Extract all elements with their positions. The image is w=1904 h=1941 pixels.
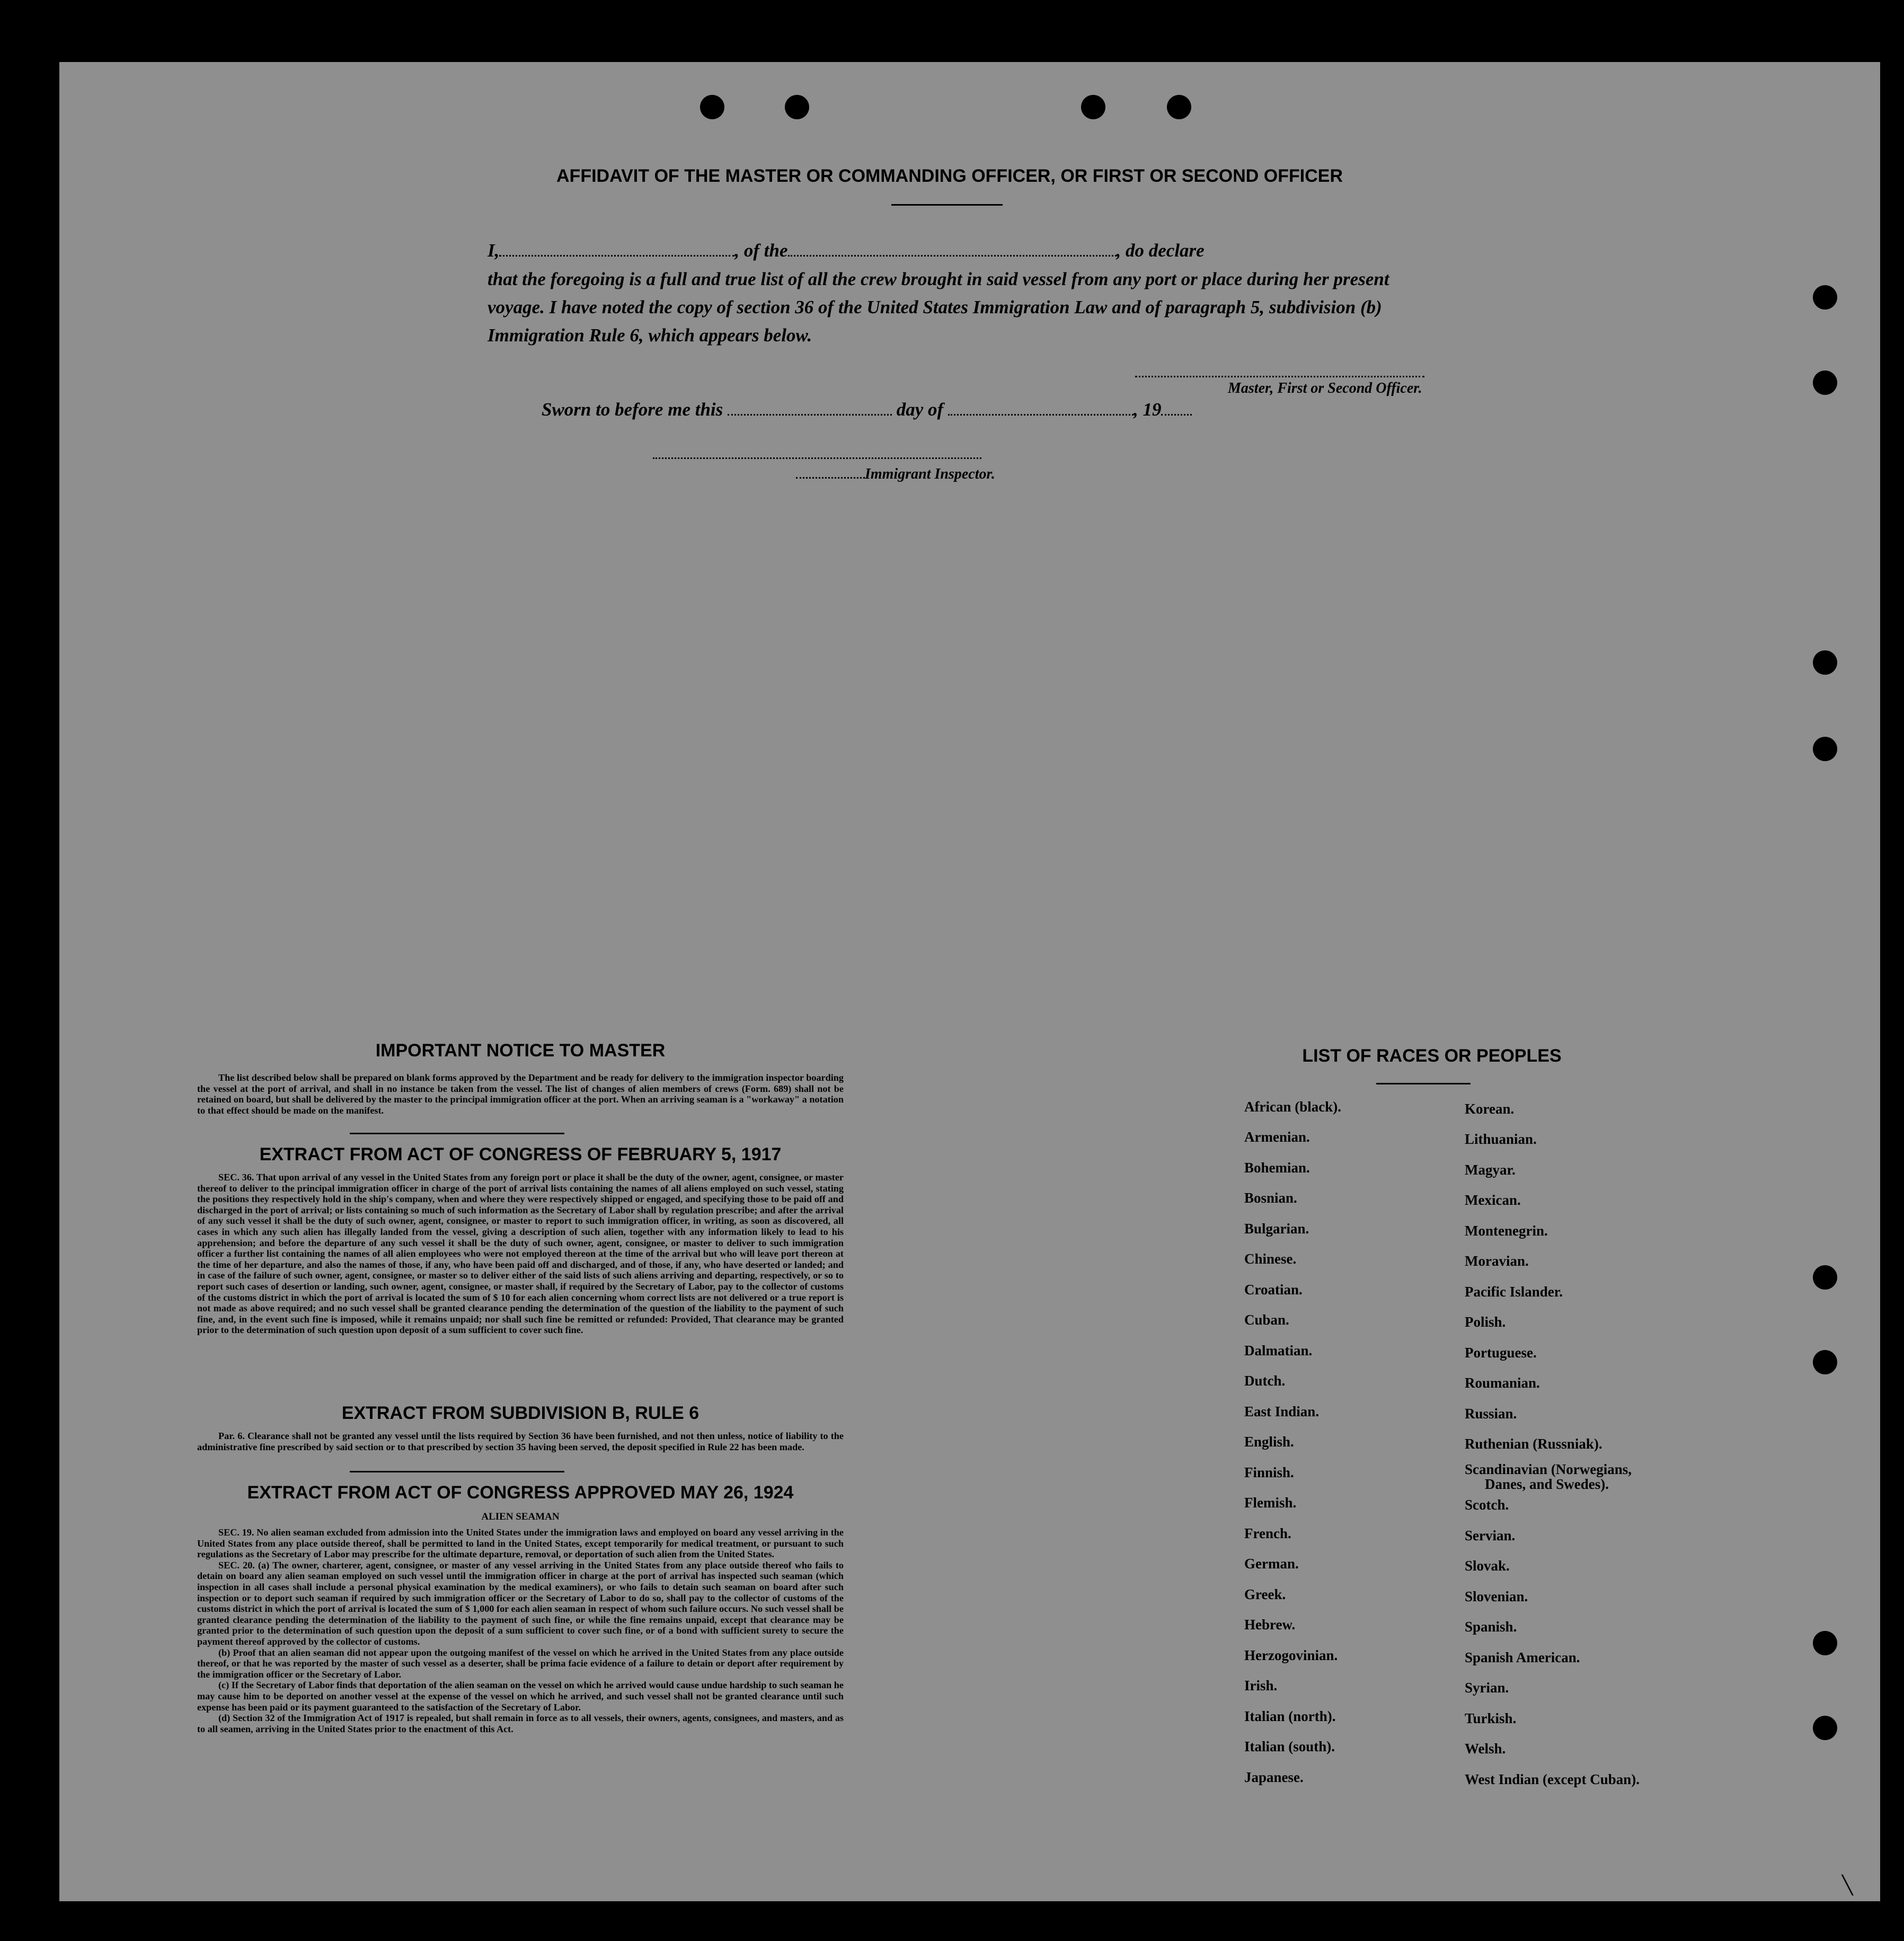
race-left: Armenian. <box>1244 1129 1310 1145</box>
sworn-line <box>542 399 1192 420</box>
race-left: Herzogovinian. <box>1244 1647 1338 1663</box>
sworn-label: Sworn to before me this <box>542 399 723 420</box>
races-title: LIST OF RACES OR PEOPLES <box>1302 1046 1562 1066</box>
race-left: African (black). <box>1244 1099 1341 1115</box>
race-right: Ruthenian (Russniak). <box>1465 1436 1602 1452</box>
race-left: Dalmatian. <box>1244 1343 1313 1358</box>
race-left: English. <box>1244 1434 1294 1450</box>
punch-hole <box>1813 370 1837 395</box>
extract-rule6-title: EXTRACT FROM SUBDIVISION B, RULE 6 <box>341 1403 699 1423</box>
master-signature-label: Master, First or Second Officer. <box>1228 380 1422 396</box>
sec-20c-paragraph: (c) If the Secretary of Labor finds that deportation of the alien seaman on the vessel on which he arrived would cause undue hardship to such seaman he may cause him to be deported on another vessel at the expense of the vessel on which he arrived, and such vessel shall not be granted clearance until such expense has been paid or its payment guaranteed to the satisfaction of the Secretary of Labor. <box>197 1680 844 1713</box>
race-right: Spanish American. <box>1465 1649 1580 1665</box>
race-left: Dutch. <box>1244 1373 1286 1389</box>
rule6-rule <box>350 1471 564 1472</box>
sec-20b-paragraph: (b) Proof that an alien seaman did not appear upon the outgoing manifest of the vessel on which he arrived in the United States from any place outside thereof, or that he was reported by the master of such vessel as a deserter, shall be prima facie evidence of a failure to detain or deport after requirement by the immigration officer or the Secretary of Labor. <box>197 1647 844 1680</box>
vessel-name-field[interactable] <box>788 241 1117 257</box>
race-left: German. <box>1244 1556 1299 1572</box>
master-signature-field[interactable] <box>1135 362 1424 377</box>
punch-hole <box>1081 95 1105 119</box>
of-the-label: , of the <box>734 240 788 261</box>
race-right: Servian. <box>1465 1528 1516 1543</box>
i-label: I, <box>488 240 500 261</box>
race-left: Hebrew. <box>1244 1617 1296 1633</box>
race-right: Magyar. <box>1465 1162 1516 1178</box>
punch-hole <box>1813 1265 1837 1290</box>
race-left: Cuban. <box>1244 1312 1289 1328</box>
race-right: Russian. <box>1465 1406 1517 1422</box>
race-left: Bohemian. <box>1244 1160 1310 1176</box>
notice-rule <box>350 1133 564 1134</box>
extract-1924-title: EXTRACT FROM ACT OF CONGRESS APPROVED MAY 26, 1924 <box>247 1483 794 1503</box>
race-right: Pacific Islander. <box>1465 1284 1563 1300</box>
punch-hole <box>1167 95 1191 119</box>
race-right: Portuguese. <box>1465 1345 1537 1361</box>
race-left: French. <box>1244 1525 1291 1541</box>
extract-1917-text <box>197 1172 844 1336</box>
race-right: West Indian (except Cuban). <box>1465 1771 1640 1787</box>
affidavit-body-line-3: Immigration Rule 6, which appears below. <box>488 325 812 346</box>
race-right: Spanish. <box>1465 1619 1517 1635</box>
race-left: Bulgarian. <box>1244 1221 1309 1237</box>
affidavit-title: AFFIDAVIT OF THE MASTER OR COMMANDING OFFICER, OR FIRST OR SECOND OFFICER <box>556 166 1343 186</box>
punch-hole <box>1813 650 1837 675</box>
race-left: Croatian. <box>1244 1282 1303 1298</box>
punch-hole <box>1813 1716 1837 1740</box>
race-left: Irish. <box>1244 1678 1278 1693</box>
race-right: Turkish. <box>1465 1710 1517 1726</box>
punch-hole <box>1813 1631 1837 1655</box>
form-page <box>59 62 1880 1901</box>
affidavit-body-line-2: voyage. I have noted the copy of section 36 of the United States Immigration Law and of paragraph 5, subdivision (b) <box>488 297 1382 317</box>
race-right: Lithuanian. <box>1465 1131 1537 1147</box>
day-of-label: day of <box>896 399 944 420</box>
race-right: Mexican. <box>1465 1192 1521 1208</box>
extract-1924-text <box>197 1527 844 1734</box>
races-title-rule <box>1376 1083 1471 1084</box>
punch-hole <box>1813 737 1837 761</box>
par-6-paragraph: Par. 6. Clearance shall not be granted any vessel until the lists required by Section 36 have been furnished, and not then unless, notice of liability to the administrative fine prescribed by said section or to that prescribed by section 35 having been served, the deposit specified in Rule 22 has been made. <box>197 1431 844 1452</box>
affidavit-title-rule <box>891 204 1003 206</box>
declare-label: , do declare <box>1116 240 1205 261</box>
sworn-day-field[interactable] <box>728 400 892 416</box>
race-right: Slovenian. <box>1465 1589 1528 1604</box>
extract-1917-title: EXTRACT FROM ACT OF CONGRESS OF FEBRUARY 5, 1917 <box>259 1144 782 1164</box>
race-right: Moravian. <box>1465 1253 1529 1269</box>
notice-paragraph: The list described below shall be prepared on blank forms approved by the Department and be ready for delivery to the immigration inspector boarding the vessel at the port of arrival, and shall in no instance be taken from the vessel. The list of changes of alien members of crews (Form. 689) shall not be retained on board, but shall be delivered by the master to the principal immigration officer at the port. When an arriving seaman is a "workaway" a notation to that effect should be made on the manifest. <box>197 1072 844 1116</box>
race-left: Bosnian. <box>1244 1190 1297 1206</box>
race-right: Korean. <box>1465 1101 1515 1117</box>
punch-hole <box>785 95 809 119</box>
race-right: Welsh. <box>1465 1741 1506 1757</box>
race-right: Scotch. <box>1465 1497 1509 1513</box>
sec-20d-paragraph: (d) Section 32 of the Immigration Act of 1917 is repealed, but shall remain in force as to all vessels, their owners, agents, consignees, and masters, and as to all seamen, arriving in the United States prior to the enactment of this Act. <box>197 1713 844 1734</box>
race-right: Syrian. <box>1465 1680 1509 1696</box>
punch-hole <box>700 95 724 119</box>
sworn-year-field[interactable] <box>1161 400 1192 416</box>
affidavit-body-line-1: that the foregoing is a full and true list of all the crew brought in said vessel from any port or place during her present <box>488 269 1389 289</box>
sec-20a-paragraph: SEC. 20. (a) The owner, charterer, agent, consignee, or master of any vessel arriving in the United States from any place outside thereof who fails to detain on board any alien seaman employed on such vessel until the immigration officer in charge at the port of arrival has inspected such seaman (which inspection in all cases shall include a personal physical examination by the medical examiners), or who fails to detain such seaman on board after such inspection or to deport such seaman if required by such immigration officer or the Secretary of Labor to do so, shall pay to the collector of customs of the customs district in which the port of arrival is located the sum of $ 1,000 for each alien seaman in respect of whom such failure occurs. No such vessel shall be granted clearance pending the determination of the liability to the payment of such fine, or while the fine remains unpaid, except that clearance may be granted prior to the determination of such question upon the deposit of a sum sufficient to cover such fine, or of a bond with sufficient surety to secure the payment thereof approved by the collector of customs. <box>197 1559 844 1647</box>
sec-19-paragraph: SEC. 19. No alien seaman excluded from admission into the United States under the immigration laws and employed on board any vessel arriving in the United States from any place outside thereof, shall be permitted to land in the United States, except temporarily for medical treatment, or pursuant to such regulations as the Secretary of Labor may prescribe for the ultimate departure, removal, or deportation of such alien from the United States. <box>197 1527 844 1560</box>
extract-1924-subtitle: ALIEN SEAMAN <box>481 1511 560 1522</box>
affidavit-declaration-line <box>488 240 1205 261</box>
year-label: , 19 <box>1133 399 1162 420</box>
race-right: Slovak. <box>1465 1558 1510 1574</box>
race-left: East Indian. <box>1244 1404 1319 1419</box>
inspector-line <box>796 466 995 483</box>
inspector-label: Immigrant Inspector. <box>865 466 995 482</box>
race-left: Greek. <box>1244 1586 1286 1602</box>
notice-title: IMPORTANT NOTICE TO MASTER <box>375 1040 666 1061</box>
extract-rule6-text <box>197 1431 844 1452</box>
race-left: Italian (north). <box>1244 1708 1336 1724</box>
inspector-dots <box>796 467 865 479</box>
race-left: Japanese. <box>1244 1769 1304 1785</box>
race-right: Montenegrin. <box>1465 1223 1548 1239</box>
race-right-continuation: Danes, and Swedes). <box>1485 1476 1609 1492</box>
race-right: Roumanian. <box>1465 1375 1540 1391</box>
sec-36-paragraph: SEC. 36. That upon arrival of any vessel in the United States from any foreign port or place it shall be the duty of the owner, agent, consignee, or master thereof to deliver to the principal immigration officer in charge of the port of arrival lists containing the names of all aliens employed on such vessel, stating the positions they respectively hold in the ship's company, when and where they were respectively shipped or engaged, and specifying those to be paid off and discharged in the port of arrival; or lists containing so much of such information as the Secretary of Labor shall by regulation prescribe; and after the arrival of any such vessel it shall be the duty of such owner, agent, consignee, or master to report to such immigration officer, in writing, as soon as discovered, all cases in which any such alien has illegally landed from the vessel, giving a description of such alien, together with any information likely to lead to his apprehension; and before the departure of any such vessel it shall be the duty of such owner, agent, consignee, or master to deliver to such immigration officer a further list containing the names of all alien employees who were not employed thereon at the time of the arrival but who will leave port thereon at the time of her departure, and also the names of those, if any, who have been paid off and discharged, and of those, if any, who have deserted or landed; and in case of the failure of such owner, agent, consignee, or master so to deliver either of the said lists of such aliens arriving and departing, respectively, or so to report such cases of desertion or landing, such owner, agent, consignee, or master shall, if required by the Secretary of Labor, pay to the collector of customs of the customs district in which the port of arrival is located the sum of $ 10 for each alien concerning whom correct lists are not delivered or a true report is not made as above required; and no such vessel shall be granted clearance pending the determination of the question of the liability to the payment of such fine, and, in the event such fine is imposed, while it remains unpaid; nor shall such fine be remitted or refunded: Provided, That clearance may be granted prior to the determination of such question upon deposit of a sum sufficient to cover such fine. <box>197 1172 844 1336</box>
inspector-signature-field[interactable] <box>653 444 981 459</box>
punch-hole <box>1813 285 1837 310</box>
race-left: Italian (south). <box>1244 1739 1335 1754</box>
race-left: Flemish. <box>1244 1495 1297 1511</box>
corner-mark-icon: ╲ <box>1842 1875 1853 1896</box>
race-left: Finnish. <box>1244 1464 1294 1480</box>
race-right: Polish. <box>1465 1314 1506 1330</box>
race-right: Scandinavian (Norwegians, <box>1465 1461 1632 1477</box>
race-left: Chinese. <box>1244 1251 1297 1267</box>
officer-name-field[interactable] <box>499 241 734 257</box>
sworn-month-field[interactable] <box>948 400 1133 416</box>
notice-text <box>197 1072 844 1116</box>
punch-hole <box>1813 1350 1837 1374</box>
